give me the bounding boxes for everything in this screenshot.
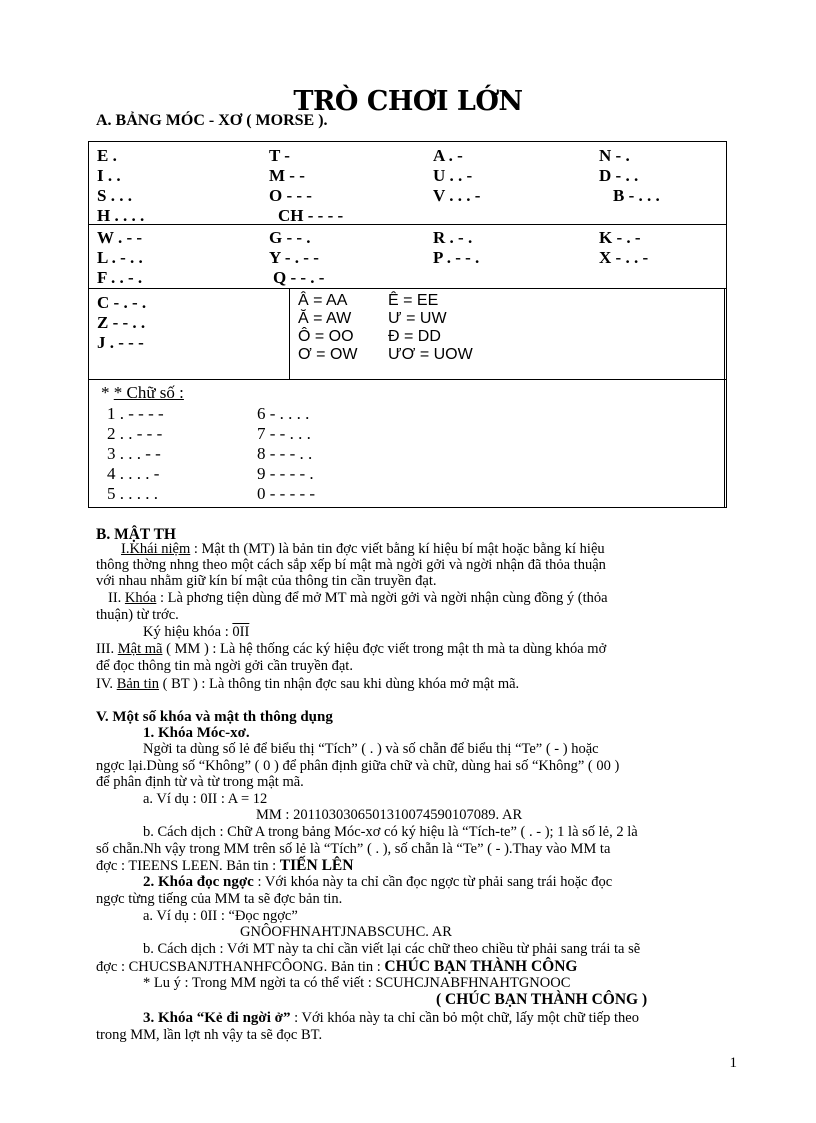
- number-code: 4 . . . . -: [107, 464, 160, 483]
- paragraph-line: b. Cách dịch : Với MT này ta chỉ cần viết lại các chữ theo chiều từ phải sang trái ta sẽ: [143, 941, 641, 957]
- term-prefix: II.: [108, 590, 125, 606]
- morse-code: T -: [269, 146, 290, 165]
- term-label: Khóa: [124, 590, 157, 606]
- definition-line: [108, 590, 608, 607]
- morse-code: A . -: [433, 146, 463, 165]
- paragraph-line: số chẵn.Nh vậy trong MM trên số lẻ là “Tích” ( . ), số chẵn là “Te” ( - ).Thay vào MM ta: [96, 841, 611, 857]
- term-text: : Là phơng tiện dùng để mở MT mà ngời gởi và ngời nhận cùng đồng ý (thỏa: [156, 590, 608, 606]
- definition-line: [96, 676, 519, 693]
- numbers-label: * * Chữ số :: [101, 383, 184, 402]
- paragraph-line: với nhau nhằm giữ kín bí mật của thông tin cần truyền đạt.: [96, 573, 437, 589]
- number-code: 0 - - - - -: [257, 484, 316, 503]
- key-2-heading: 2. Khóa đọc ngợc: [143, 874, 254, 890]
- page-title: TRÒ CHƠI LỚN: [293, 86, 523, 117]
- morse-code: N - .: [599, 146, 630, 165]
- paragraph-line: thông thờng nhng theo một cách sắp xếp bí mật mà ngời gởi và ngời nhận đã thỏa thuận: [96, 557, 606, 573]
- number-code: 1 . - - - -: [107, 404, 164, 423]
- paragraph-line: để đọc thông tin mà ngời gởi cần truyền đạt.: [96, 658, 353, 674]
- page-number: 1: [729, 1055, 737, 1071]
- number-code: 8 - - - . .: [257, 444, 313, 463]
- key-2-text: : Với khóa này ta chỉ cần đọc ngợc từ phải sang trái hoặc đọc: [253, 874, 613, 890]
- vowel-code: Ư = UW: [388, 310, 447, 327]
- example-line: a. Ví dụ : 0II : “Đọc ngợc”: [143, 908, 298, 924]
- vowel-code: ƯƠ = UOW: [388, 346, 473, 363]
- morse-code: R . - .: [433, 228, 473, 247]
- result-text: TIẾN LÊN: [279, 857, 354, 874]
- number-code: 6 - . . . .: [257, 404, 310, 423]
- paragraph-line: Ngời ta dùng số lẻ để biểu thị “Tích” ( . ) và số chẵn để biểu thị “Te” ( - ) hoặc: [143, 741, 599, 757]
- key-2-line: [143, 874, 612, 891]
- section-b-heading: B. MẬT TH: [96, 526, 176, 543]
- morse-row-4: [89, 380, 727, 508]
- vowel-code: Đ = DD: [388, 328, 441, 345]
- morse-code: Q - - . -: [273, 268, 325, 287]
- term-label: I.Khái niệm: [121, 541, 191, 557]
- section-a-heading: A. BẢNG MÓC - XƠ ( MORSE ).: [96, 112, 328, 129]
- note-line: * Lu ý : Trong MM ngời ta có thể viết : SCUHCJNABFHNAHTGNOOC: [143, 975, 571, 991]
- morse-code: E .: [97, 146, 117, 165]
- note-result: ( CHÚC BẠN THÀNH CÔNG ): [436, 991, 648, 1008]
- key-3-heading: 3. Khóa “Kẻ đi ngời ở”: [143, 1010, 291, 1026]
- morse-code: K - . -: [599, 228, 641, 247]
- number-code: 2 . . - - -: [107, 424, 163, 443]
- morse-code: H . . . .: [97, 206, 145, 225]
- key-3-text: : Với khóa này ta chỉ cần bỏ một chữ, lấy một chữ tiếp theo: [290, 1010, 639, 1026]
- term-label: Mật mã: [117, 641, 163, 657]
- key-1-heading: 1. Khóa Móc-xơ.: [143, 725, 250, 741]
- result-line: [96, 958, 577, 976]
- morse-code: S . . .: [97, 186, 132, 205]
- paragraph-line: ngợc từng tiếng của MM ta sẽ đợc bản tin.: [96, 891, 343, 907]
- term-label: Bản tin: [116, 676, 159, 692]
- number-code: 3 . . . - -: [107, 444, 161, 463]
- term-prefix: III.: [96, 641, 118, 657]
- morse-row-2: [89, 225, 727, 289]
- vowel-code: Â = AA: [298, 292, 348, 309]
- result-prefix: đợc : CHUCSBANJTHANHFCÔONG. Bản tin :: [96, 959, 385, 975]
- morse-code: Z - - . .: [97, 313, 146, 332]
- paragraph-line: thuận) từ trớc.: [96, 607, 179, 623]
- result-line: [96, 857, 353, 875]
- key-label: Ký hiệu khóa :: [143, 624, 233, 640]
- morse-code: X - . . -: [599, 248, 649, 267]
- paragraph-line: ngợc lại.Dùng số “Không” ( 0 ) để phân định giữa chữ và chữ, dùng hai số “Không” ( 00 ): [96, 758, 620, 774]
- numbers-label-text: * Chữ số :: [113, 383, 184, 402]
- result-text: CHÚC BẠN THÀNH CÔNG: [384, 958, 578, 975]
- term-text: ( BT ) : Là thông tin nhận đợc sau khi dùng khóa mở mật mã.: [158, 676, 520, 692]
- example-cipher: MM : 20110303065013100745901070​89. AR: [256, 807, 523, 823]
- number-code: 7 - - . . .: [257, 424, 311, 443]
- paragraph-line: trong MM, lần lợt nh vậy ta sẽ đọc BT.: [96, 1027, 323, 1043]
- definition-line: [96, 641, 606, 658]
- number-code: 9 - - - - .: [257, 464, 314, 483]
- number-code: 5 . . . . .: [107, 484, 158, 503]
- morse-code: M - -: [269, 166, 305, 185]
- morse-code: W . - -: [97, 228, 143, 247]
- morse-code: U . . -: [433, 166, 473, 185]
- term-text: : Mật th (MT) là bản tin đợc viết bằng kí hiệu bí mật hoặc bằng kí hiệu: [190, 541, 605, 557]
- morse-code: P . - - .: [433, 248, 480, 267]
- key-value: 0II: [232, 624, 250, 640]
- morse-code: CH - - - -: [278, 206, 344, 225]
- paragraph-line: b. Cách dịch : Chữ A trong bảng Móc-xơ có ký hiệu là “Tích-te” ( . - ); 1 là số lẻ, 2 là: [143, 824, 638, 840]
- morse-code: O - - -: [269, 186, 312, 205]
- morse-row-3: [89, 289, 727, 380]
- morse-code: V . . . -: [433, 186, 481, 205]
- definition-line: [121, 541, 605, 558]
- example-cipher: GNÔOFHNAHTJNABSCUHC. AR: [240, 924, 452, 940]
- key-3-line: [143, 1010, 639, 1027]
- morse-code: C - . - .: [97, 293, 147, 312]
- vowel-code: Ê = EE: [388, 292, 439, 309]
- section-v-heading: V. Một số khóa và mật th thông dụng: [96, 709, 333, 725]
- paragraph-line: để phân định từ và từ trong mật mã.: [96, 774, 304, 790]
- example-line: a. Ví dụ : 0II : A = 12: [143, 791, 268, 807]
- morse-code: B - . . .: [613, 186, 660, 205]
- morse-table: [88, 141, 727, 508]
- term-prefix: IV.: [96, 676, 117, 692]
- morse-code: L . - . .: [97, 248, 143, 267]
- morse-code: G - - .: [269, 228, 311, 247]
- morse-code: D - . .: [599, 166, 639, 185]
- key-symbol-line: [143, 624, 249, 641]
- vowel-code: Ô = OO: [298, 328, 354, 345]
- morse-code: J . - - -: [97, 333, 144, 352]
- morse-code: Y - . - -: [269, 248, 319, 267]
- morse-row-1: [89, 142, 727, 225]
- result-prefix: đợc : TIEENS LEEN. Bản tin :: [96, 858, 280, 874]
- vowel-code: Ă = AW: [298, 310, 352, 327]
- term-text: ( MM ) : Là hệ thống các ký hiệu đợc viết trong mật th mà ta dùng khóa mở: [162, 641, 607, 657]
- morse-code: I . .: [97, 166, 121, 185]
- vowel-code: Ơ = OW: [298, 346, 358, 363]
- morse-code: F . . - .: [97, 268, 143, 287]
